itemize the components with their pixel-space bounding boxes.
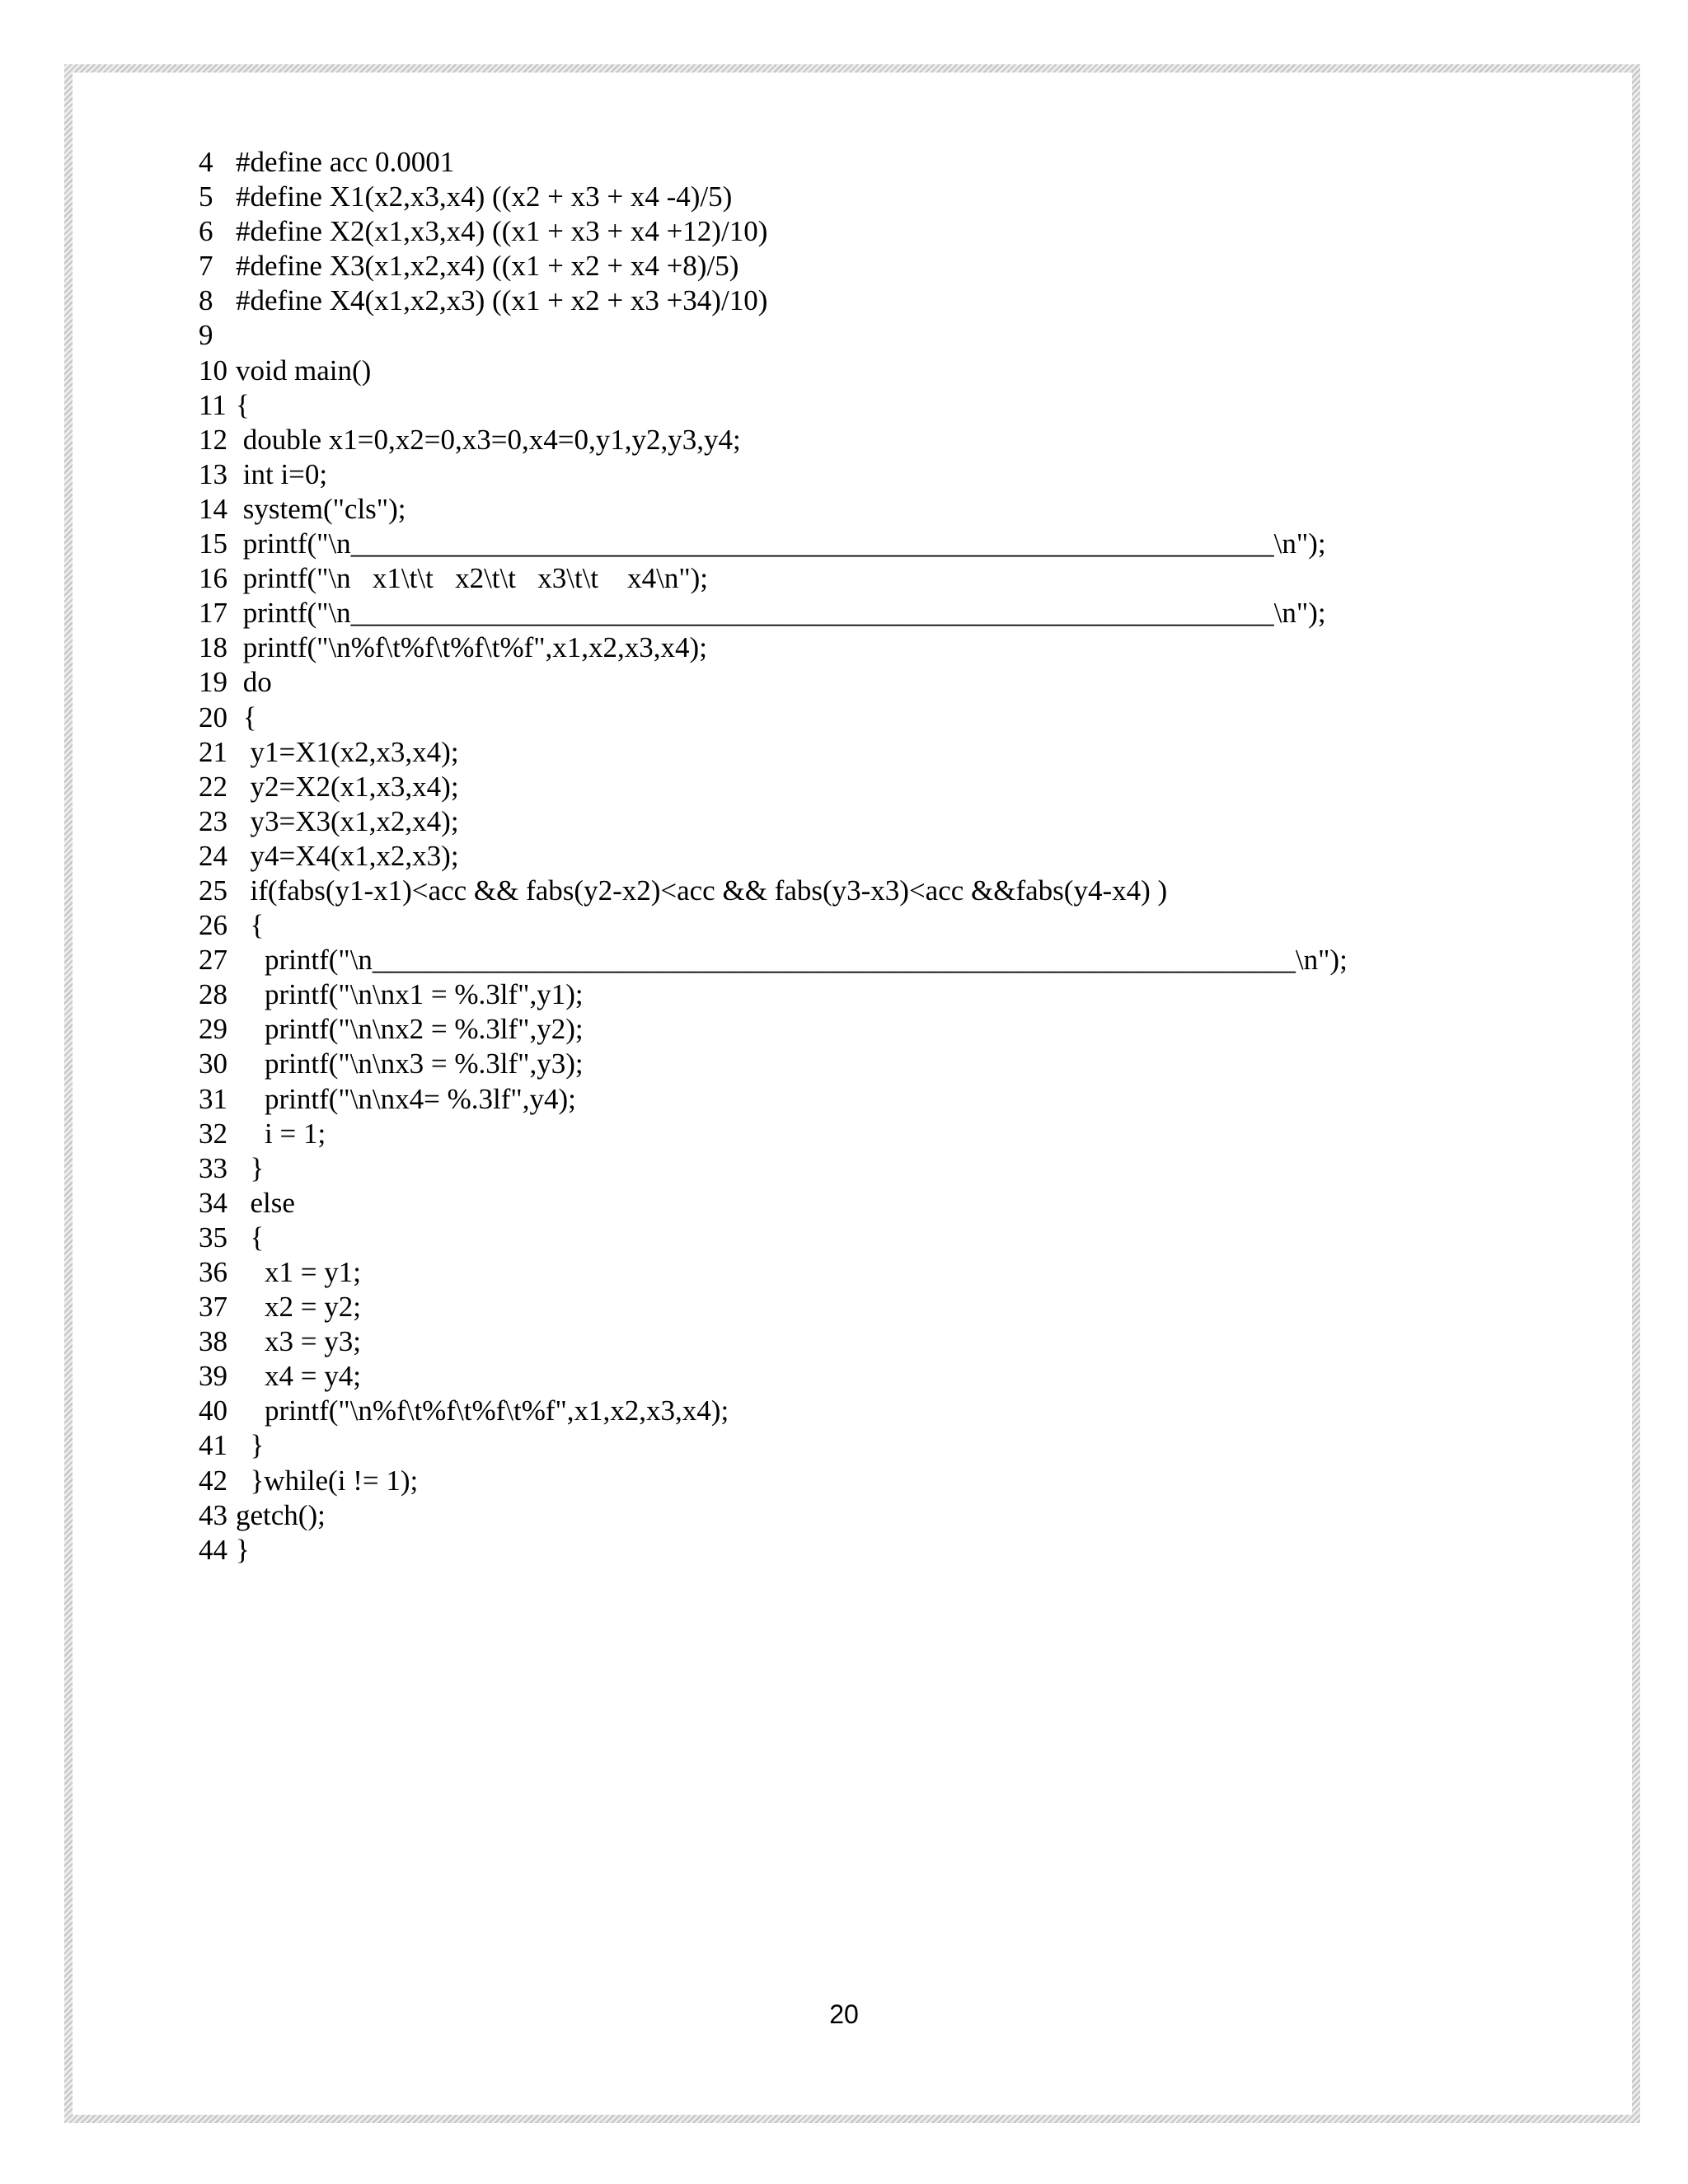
line-number: 21 [199, 735, 227, 768]
code-text: void main() [236, 354, 372, 387]
line-number: 34 [199, 1186, 227, 1219]
code-line [199, 1290, 1435, 1324]
code-line [199, 561, 1435, 596]
code-text: else [236, 1186, 295, 1219]
line-number: 28 [199, 978, 227, 1011]
line-number: 9 [199, 319, 213, 352]
code-line [199, 1498, 1435, 1533]
code-text: if(fabs(y1-x1)<acc && fabs(y2-x2)<acc && fabs(y3-x3)<acc &&fabs(y4-x4) ) [236, 874, 1168, 907]
line-number: 22 [199, 770, 227, 803]
code-listing [199, 145, 1435, 1568]
code-line [199, 1464, 1435, 1498]
code-line [199, 180, 1435, 214]
code-text: #define X1(x2,x3,x4) ((x2 + x3 + x4 -4)/5) [236, 180, 733, 213]
line-number: 15 [199, 527, 227, 560]
code-line [199, 1012, 1435, 1047]
code-line [199, 423, 1435, 457]
code-line [199, 527, 1435, 561]
line-number: 17 [199, 597, 227, 630]
code-text: #define X3(x1,x2,x4) ((x1 + x2 + x4 +8)/5) [236, 250, 739, 283]
code-text: printf("\n\nx1 = %.3lf",y1); [236, 978, 584, 1011]
code-text: }while(i != 1); [236, 1464, 419, 1497]
code-line [199, 1082, 1435, 1117]
line-number: 16 [199, 562, 227, 595]
line-number: 20 [199, 701, 227, 733]
code-text: system("cls"); [236, 492, 406, 525]
line-number: 27 [199, 944, 227, 977]
line-number: 7 [199, 250, 213, 283]
line-number: 10 [199, 354, 227, 387]
code-line [199, 596, 1435, 630]
code-text: double x1=0,x2=0,x3=0,x4=0,y1,y2,y3,y4; [236, 423, 741, 456]
code-line [199, 1394, 1435, 1428]
code-text: printf("\n________________________________________________________________\n"); [236, 527, 1326, 560]
line-number: 42 [199, 1464, 227, 1497]
code-text: #define acc 0.0001 [236, 146, 455, 178]
code-text: printf("\n%f\t%f\t%f\t%f",x1,x2,x3,x4); [236, 1394, 729, 1427]
code-text: printf("\n________________________________________________________________\n"); [236, 944, 1348, 977]
line-number: 30 [199, 1047, 227, 1080]
code-line [199, 977, 1435, 1012]
code-line [199, 1533, 1435, 1568]
line-number: 24 [199, 839, 227, 872]
code-line [199, 1221, 1435, 1255]
code-text: { [236, 701, 257, 733]
code-text: x1 = y1; [236, 1256, 361, 1288]
code-line [199, 943, 1435, 977]
code-text: do [236, 666, 272, 699]
code-line [199, 1047, 1435, 1081]
code-text: y2=X2(x1,x3,x4); [236, 770, 459, 803]
code-text: } [236, 1533, 250, 1566]
line-number: 44 [199, 1533, 227, 1566]
code-line [199, 665, 1435, 700]
line-number: 41 [199, 1429, 227, 1462]
code-text: getch(); [236, 1498, 326, 1531]
code-line [199, 770, 1435, 804]
line-number: 4 [199, 146, 213, 178]
code-text: int i=0; [236, 457, 328, 490]
code-line [199, 1324, 1435, 1359]
code-text: { [236, 1221, 265, 1254]
code-text: printf("\n x1\t\t x2\t\t x3\t\t x4\n"); [236, 562, 709, 595]
line-number: 32 [199, 1117, 227, 1150]
code-text: printf("\n________________________________________________________________\n"); [236, 597, 1326, 630]
code-line [199, 249, 1435, 284]
code-line [199, 701, 1435, 735]
code-line [199, 145, 1435, 180]
code-line [199, 457, 1435, 492]
code-text: #define X2(x1,x3,x4) ((x1 + x3 + x4 +12)/10) [236, 215, 768, 248]
code-text: y1=X1(x2,x3,x4); [236, 735, 459, 768]
code-text: x4 = y4; [236, 1360, 361, 1393]
code-text: } [236, 1429, 265, 1462]
code-line [199, 735, 1435, 770]
code-line [199, 318, 1435, 353]
code-text: printf("\n\nx2 = %.3lf",y2); [236, 1013, 584, 1046]
code-line [199, 214, 1435, 249]
line-number: 37 [199, 1291, 227, 1324]
code-text: } [236, 1151, 265, 1184]
line-number: 43 [199, 1498, 227, 1531]
line-number: 13 [199, 457, 227, 490]
code-line [199, 1255, 1435, 1290]
code-line [199, 492, 1435, 527]
line-number: 8 [199, 284, 213, 317]
line-number: 6 [199, 215, 213, 248]
page-number: 20 [829, 1999, 859, 2029]
line-number: 33 [199, 1151, 227, 1184]
code-line [199, 1186, 1435, 1221]
code-text: x2 = y2; [236, 1291, 361, 1324]
code-text: { [236, 909, 265, 942]
code-line [199, 1151, 1435, 1186]
line-number: 38 [199, 1325, 227, 1358]
line-number: 31 [199, 1082, 227, 1115]
code-line [199, 874, 1435, 908]
line-number: 14 [199, 492, 227, 525]
line-number: 26 [199, 909, 227, 942]
line-number: 18 [199, 631, 227, 664]
line-number: 5 [199, 180, 213, 213]
line-number: 35 [199, 1221, 227, 1254]
line-number: 12 [199, 423, 227, 456]
code-line [199, 839, 1435, 874]
code-line [199, 1359, 1435, 1394]
code-line [199, 1428, 1435, 1463]
code-text: { [236, 388, 250, 421]
code-text: i = 1; [236, 1117, 326, 1150]
code-text: y3=X3(x1,x2,x4); [236, 804, 459, 837]
line-number: 23 [199, 804, 227, 837]
code-text: printf("\n%f\t%f\t%f\t%f",x1,x2,x3,x4); [236, 631, 707, 664]
code-line [199, 354, 1435, 388]
line-number: 19 [199, 666, 227, 699]
line-number: 29 [199, 1013, 227, 1046]
line-number: 11 [199, 388, 227, 421]
code-text: x3 = y3; [236, 1325, 361, 1358]
code-text: #define X4(x1,x2,x3) ((x1 + x2 + x3 +34)/10) [236, 284, 768, 317]
code-text: printf("\n\nx3 = %.3lf",y3); [236, 1047, 584, 1080]
code-text: y4=X4(x1,x2,x3); [236, 839, 459, 872]
code-line [199, 388, 1435, 423]
code-line [199, 630, 1435, 665]
line-number: 39 [199, 1360, 227, 1393]
code-line [199, 908, 1435, 943]
line-number: 25 [199, 874, 227, 907]
code-line [199, 1117, 1435, 1151]
code-line [199, 804, 1435, 839]
line-number: 40 [199, 1394, 227, 1427]
line-number: 36 [199, 1256, 227, 1288]
code-text: printf("\n\nx4= %.3lf",y4); [236, 1082, 576, 1115]
code-line [199, 284, 1435, 318]
